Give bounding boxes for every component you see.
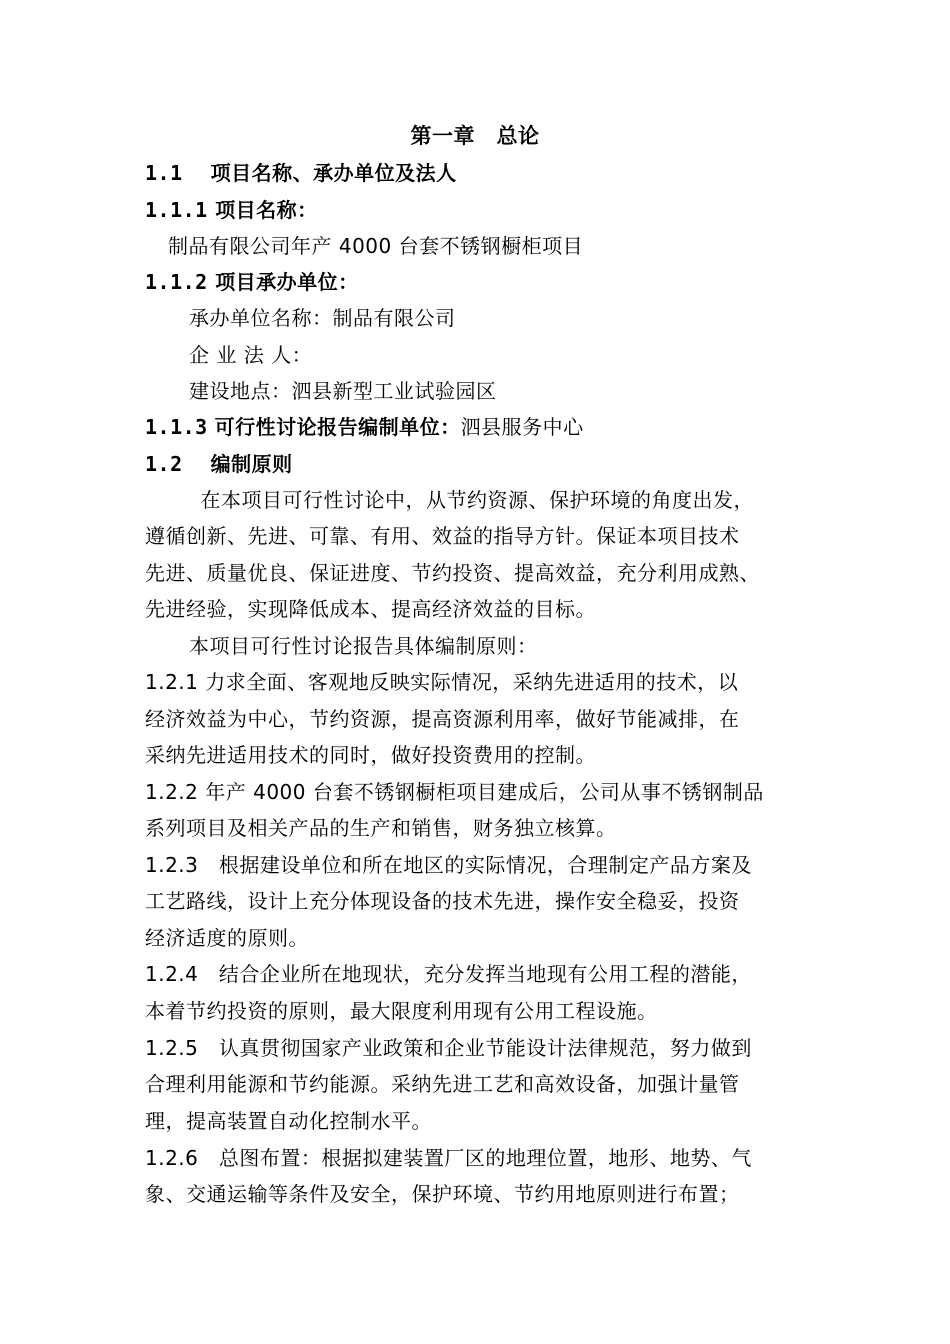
legal-person-line: 企 业 法 人： xyxy=(189,343,313,367)
paragraph-line: 遵循创新、先进、可靠、有用、效益的指导方针。保证本项目技术 xyxy=(145,524,740,548)
list-item-line: 1.2.4 结合企业所在地现状，充分发挥当地现有公用工程的潜能， xyxy=(145,962,752,986)
section-title: 编制原则 xyxy=(210,452,293,476)
paragraph-line: 先进、质量优良、保证进度、节约投资、提高效益，充分利用成熟、 xyxy=(145,561,760,585)
paragraph-line: 先进经验，实现降低成本、提高经济效益的目标。 xyxy=(145,597,596,621)
section-number: 1.1.1 xyxy=(145,198,208,222)
section-heading-1-1-2 xyxy=(145,268,815,296)
section-title: 项目名称： xyxy=(215,198,318,222)
section-value: 泗县服务中心 xyxy=(460,415,584,439)
list-item-line: 1.2.1 力求全面、客观地反映实际情况，采纳先进适用的技术，以 xyxy=(145,670,739,694)
list-item-line: 1.2.3 根据建设单位和所在地区的实际情况，合理制定产品方案及 xyxy=(145,853,752,877)
section-title: 可行性讨论报告编制单位： xyxy=(214,415,461,439)
list-item-line: 1.2.6 总图布置：根据拟建装置厂区的地理位置，地形、地势、气 xyxy=(145,1146,752,1170)
chapter-title: 第一章 总论 xyxy=(410,124,540,148)
section-heading-1-2 xyxy=(145,450,815,478)
list-item-line: 1.2.2 年产 4000 台套不锈钢橱柜项目建成后，公司从事不锈钢制品 xyxy=(145,780,764,804)
project-name-text: 制品有限公司年产 4000 台套不锈钢橱柜项目 xyxy=(168,234,584,258)
section-heading-1-1-1 xyxy=(145,196,815,224)
list-item-line: 经济适度的原则。 xyxy=(145,926,309,950)
list-item-line: 工艺路线，设计上充分体现设备的技术先进，操作安全稳妥，投资 xyxy=(145,889,740,913)
section-number: 1.1 xyxy=(145,161,183,185)
section-number: 1.1.3 xyxy=(145,415,208,439)
list-item-line: 象、交通运输等条件及安全，保护环境、节约用地原则进行布置； xyxy=(145,1182,740,1206)
list-item-line: 系列项目及相关产品的生产和销售，财务独立核算。 xyxy=(145,816,617,840)
section-number: 1.1.2 xyxy=(145,270,208,294)
section-heading-1-1 xyxy=(145,159,815,187)
location-line: 建设地点：泗县新型工业试验园区 xyxy=(189,379,497,403)
paragraph-line: 本项目可行性讨论报告具体编制原则： xyxy=(189,634,538,658)
list-item-line: 1.2.5 认真贯彻国家产业政策和企业节能设计法律规范，努力做到 xyxy=(145,1036,752,1060)
section-title: 项目承办单位： xyxy=(215,270,359,294)
section-heading-1-1-3 xyxy=(145,413,815,441)
list-item-line: 经济效益为中心，节约资源，提高资源利用率，做好节能减排，在 xyxy=(145,707,740,731)
list-item-line: 合理利用能源和节约能源。采纳先进工艺和高效设备，加强计量管 xyxy=(145,1072,740,1096)
unit-name-line: 承办单位名称：制品有限公司 xyxy=(189,306,456,330)
list-item-line: 采纳先进适用技术的同时，做好投资费用的控制。 xyxy=(145,743,596,767)
section-number: 1.2 xyxy=(145,452,183,476)
list-item-line: 本着节约投资的原则，最大限度利用现有公用工程设施。 xyxy=(145,999,658,1023)
section-title: 项目名称、承办单位及法人 xyxy=(210,161,457,185)
paragraph-line: 在本项目可行性讨论中，从节约资源、保护环境的角度出发， xyxy=(180,488,754,512)
list-item-line: 理，提高装置自动化控制水平。 xyxy=(145,1109,432,1133)
